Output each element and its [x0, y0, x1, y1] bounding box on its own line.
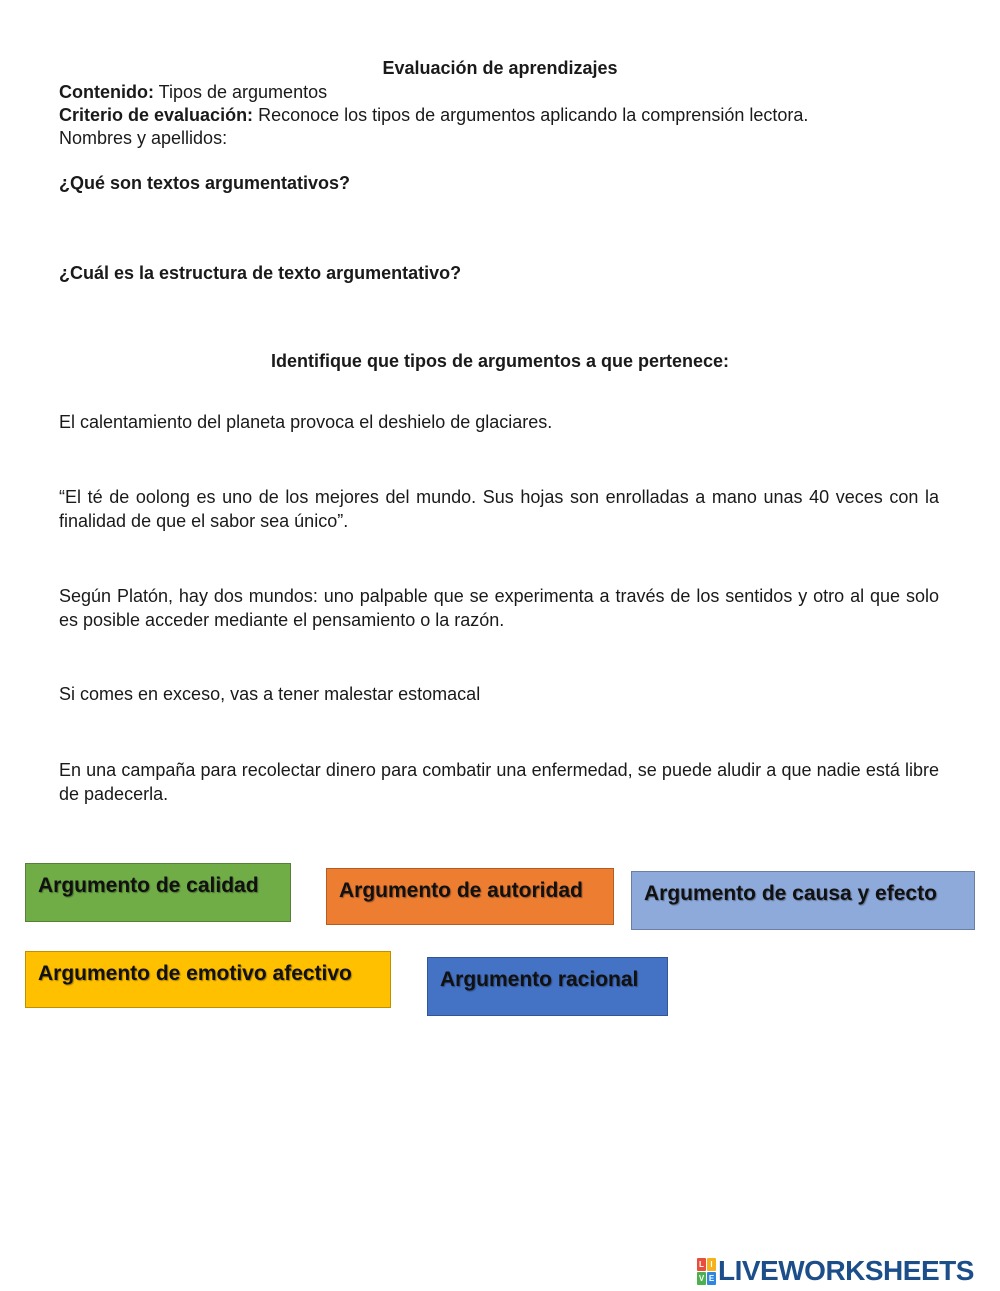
nombres-label: Nombres y apellidos:	[59, 128, 228, 148]
criterio-value: Reconoce los tipos de argumentos aplicando la comprensión lectora.	[253, 105, 809, 125]
option-causa-efecto[interactable]: Argumento de causa y efecto	[631, 871, 975, 930]
instruction: Identifique que tipos de argumentos a que pertenece:	[270, 351, 730, 371]
logo-block-i: I	[707, 1258, 716, 1271]
option-emotivo-afectivo[interactable]: Argumento de emotivo afectivo	[25, 951, 391, 1008]
logo-block-v: V	[698, 1273, 705, 1283]
page-title: Evaluación de aprendizajes	[382, 58, 618, 78]
criterio-label: Criterio de evaluación:	[59, 105, 254, 125]
criterio-line	[59, 104, 808, 126]
example-1: El calentamiento del planeta provoca el deshielo de glaciares.	[59, 412, 553, 432]
option-autoridad[interactable]: Argumento de autoridad	[326, 868, 614, 925]
contenido-label: Contenido:	[59, 82, 154, 102]
option-calidad[interactable]: Argumento de calidad	[25, 863, 291, 922]
logo-text: LIVEWORKSHEETS	[718, 1255, 974, 1286]
question-1: ¿Qué son textos argumentativos?	[59, 173, 351, 193]
logo-blocks-icon	[697, 1258, 716, 1285]
contenido-line	[59, 81, 327, 103]
logo-block-e: E	[708, 1273, 715, 1283]
example-2: “El té de oolong es uno de los mejores del mundo. Sus hojas son enrolladas a mano unas 40 veces con la finalidad de que el sabor sea único”.	[59, 487, 939, 531]
example-3: Según Platón, hay dos mundos: uno palpable que se experimenta a través de los sentidos y otro al que solo es posible acceder mediante el pensamiento o la razón.	[59, 586, 939, 630]
question-2: ¿Cuál es la estructura de texto argumentativo?	[59, 263, 462, 283]
option-racional[interactable]: Argumento racional	[427, 957, 668, 1016]
liveworksheets-logo	[697, 1257, 974, 1285]
contenido-value: Tipos de argumentos	[153, 82, 328, 102]
logo-block-l: L	[697, 1258, 706, 1271]
example-5: En una campaña para recolectar dinero para combatir una enfermedad, se puede aludir a que nadie está libre de padecerla.	[59, 760, 939, 804]
example-4: Si comes en exceso, vas a tener malestar estomacal	[59, 684, 481, 704]
